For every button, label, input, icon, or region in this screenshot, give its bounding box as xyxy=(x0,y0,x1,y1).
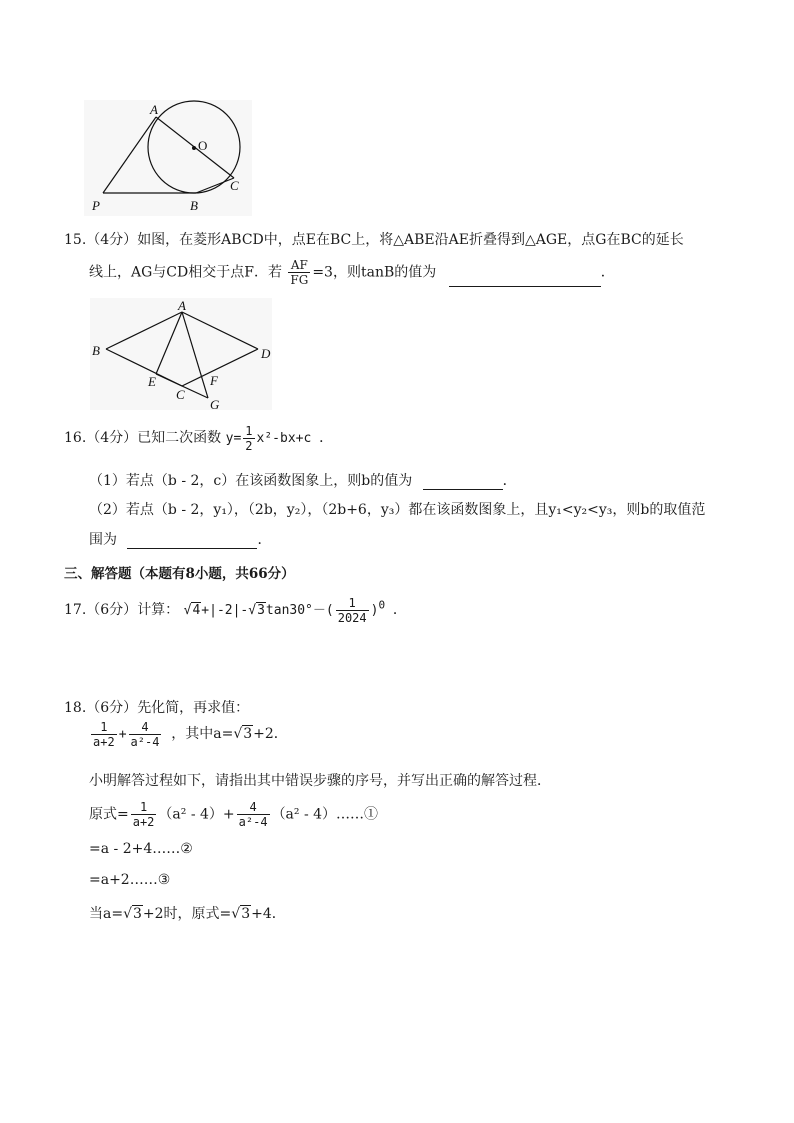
q17-number: 17. xyxy=(64,602,87,618)
q17-prompt: 计算： xyxy=(137,602,180,618)
figure-14-circle-diagram xyxy=(84,100,254,218)
q17-sqrt4-radicand: 4 xyxy=(192,603,201,618)
q15-line2 xyxy=(89,258,615,287)
q16-func-post: x²-bx+c xyxy=(256,431,312,446)
q15-score: （4分） xyxy=(86,232,138,248)
q16-fraction-half xyxy=(243,424,254,453)
q18-sqrt-3: √3 xyxy=(233,726,253,742)
q18-step1-frac2-den: a²-4 xyxy=(238,815,268,829)
label-e: E xyxy=(148,374,156,389)
q18-final-post: +4． xyxy=(251,906,286,922)
q16-part1-answer-blank[interactable] xyxy=(423,475,503,490)
label-g: G xyxy=(210,397,220,412)
label-p: P xyxy=(92,198,100,213)
q17-sqrt-4: √4 xyxy=(183,603,201,618)
q18-frac-1 xyxy=(91,720,117,749)
q18-where-end: +2． xyxy=(253,726,288,742)
q18-step1-mid1: （a² - 4）+ xyxy=(158,806,235,823)
q18-final-mid: +2时，原式= xyxy=(142,906,232,922)
q17-frac-num: 1 xyxy=(336,596,369,611)
q18-final-pre: 当a= xyxy=(89,906,124,922)
q16-number: 16. xyxy=(64,430,87,446)
label-c: C xyxy=(230,178,239,193)
q15-frac-den: FG xyxy=(290,273,309,287)
label-f: F xyxy=(210,373,218,388)
q18-step1 xyxy=(89,800,378,829)
q18-step1-frac2-num: 4 xyxy=(237,800,270,815)
q16-frac-den: 2 xyxy=(245,439,253,453)
label-b: B xyxy=(92,343,100,358)
q16-part2-line1 xyxy=(89,499,705,519)
q18-frac2-den: a²-4 xyxy=(130,735,160,749)
q18-header xyxy=(64,697,249,717)
q16-part2-answer-blank[interactable] xyxy=(127,534,257,549)
label-b: B xyxy=(190,198,198,213)
q16-part2-line2 xyxy=(89,529,271,549)
q15-line1 xyxy=(64,229,684,249)
q15-text-line2-post: =3，则tanB的值为 xyxy=(312,264,437,281)
q16-intro-end: ． xyxy=(319,430,334,446)
q18-expression xyxy=(89,720,288,749)
q17-exponent: 0 xyxy=(378,598,386,612)
q18-where: ，其中a= xyxy=(171,726,234,742)
q15-number: 15. xyxy=(64,232,87,248)
q15-answer-blank[interactable] xyxy=(449,272,601,287)
q18-frac1-den: a+2 xyxy=(93,735,115,749)
q17-fraction xyxy=(336,596,369,625)
q18-prompt: 先化简，再求值： xyxy=(137,700,250,716)
q18-step1-mid2: （a² - 4）……① xyxy=(271,806,379,823)
q15-text-line1: 如图，在菱形ABCD中，点E在BC上，将△ABE沿AE折叠得到△AGE，点G在BC的延长 xyxy=(137,232,684,248)
q16-intro xyxy=(64,424,333,453)
q17-frac-den: 2024 xyxy=(337,611,367,625)
q17-sqrt3-radicand: 3 xyxy=(257,603,265,618)
q15-text-line2-pre: 线上，AG与CD相交于点F．若 xyxy=(89,264,282,281)
q18-step1-pre: 原式= xyxy=(89,806,129,823)
q18-final-sqrt-3a: √3 xyxy=(123,906,142,922)
q18-expr-plus: + xyxy=(118,727,127,742)
q16-part2-text: （2）若点（b - 2，y₁），（2b，y₂），（2b+6，y₃）都在该函数图象上，且y₁<y₂<y₃，则b的取值范 xyxy=(89,502,706,518)
q16-part1-end: ． xyxy=(502,473,517,489)
segment-ag xyxy=(182,312,208,398)
q17-score: （6分） xyxy=(86,602,138,618)
segment-ae xyxy=(156,312,182,374)
q17-sqrt-3: √3 xyxy=(248,603,265,618)
q18-step2: =a - 2+4……② xyxy=(89,841,193,857)
q18-step1-frac2 xyxy=(237,800,270,829)
segment-pa xyxy=(103,117,156,193)
q18-number: 18. xyxy=(64,700,87,716)
q16-part2-label: 围为 xyxy=(89,532,117,548)
q15-period: ． xyxy=(600,264,615,281)
label-a: A xyxy=(150,102,158,117)
q18-final-sqrt-3b: √3 xyxy=(231,906,251,922)
q18-instruction: 小明解答过程如下，请指出其中错误步骤的序号，并写出正确的解答过程． xyxy=(89,773,551,789)
q18-frac2-num: 4 xyxy=(129,720,162,735)
q15-fraction-af-fg xyxy=(288,258,310,287)
q17-abs-part: +|-2|- xyxy=(201,603,249,618)
segment-cd xyxy=(182,349,258,386)
q18-sqrt3-radicand: 3 xyxy=(243,726,253,742)
q15-frac-num: AF xyxy=(288,258,310,273)
segment-ad xyxy=(182,312,258,349)
q17-period: ． xyxy=(392,602,407,618)
label-a: A xyxy=(178,298,186,313)
segment-ab xyxy=(106,312,182,349)
q16-intro-text: 已知二次函数 xyxy=(137,430,222,446)
q17-tan-part: tan30°－( xyxy=(265,603,334,618)
q18-frac-2 xyxy=(129,720,162,749)
q18-score: （6分） xyxy=(86,700,138,716)
q18-final-sqrt3b-radicand: 3 xyxy=(241,906,251,922)
center-point-o xyxy=(192,146,196,150)
label-c: C xyxy=(176,387,185,402)
q18-step3: =a+2……③ xyxy=(89,872,171,888)
label-d: D xyxy=(261,346,271,361)
segment-bc xyxy=(196,178,234,193)
figure-15-rhombus-diagram xyxy=(90,298,274,412)
q16-frac-num: 1 xyxy=(245,424,253,438)
q16-part1-text: （1）若点（b - 2，c）在该函数图象上，则b的值为 xyxy=(89,473,413,489)
q18-frac1-num: 1 xyxy=(91,720,117,735)
q18-step1-frac1-num: 1 xyxy=(131,800,157,815)
label-o: O xyxy=(198,138,208,153)
q18-final-sqrt3a-radicand: 3 xyxy=(133,906,142,922)
q17-close: ) xyxy=(370,603,379,618)
section-3-title: 三、解答题（本题有8小题，共66分） xyxy=(64,566,295,582)
q16-part1 xyxy=(89,470,517,490)
q17-line xyxy=(64,596,407,625)
q16-score: （4分） xyxy=(86,430,138,446)
q16-part2-end: ． xyxy=(257,532,272,548)
q18-final xyxy=(89,903,286,923)
q18-step1-frac1 xyxy=(131,800,157,829)
q16-func-pre: y= xyxy=(225,431,242,446)
q18-step1-frac1-den: a+2 xyxy=(132,815,155,829)
